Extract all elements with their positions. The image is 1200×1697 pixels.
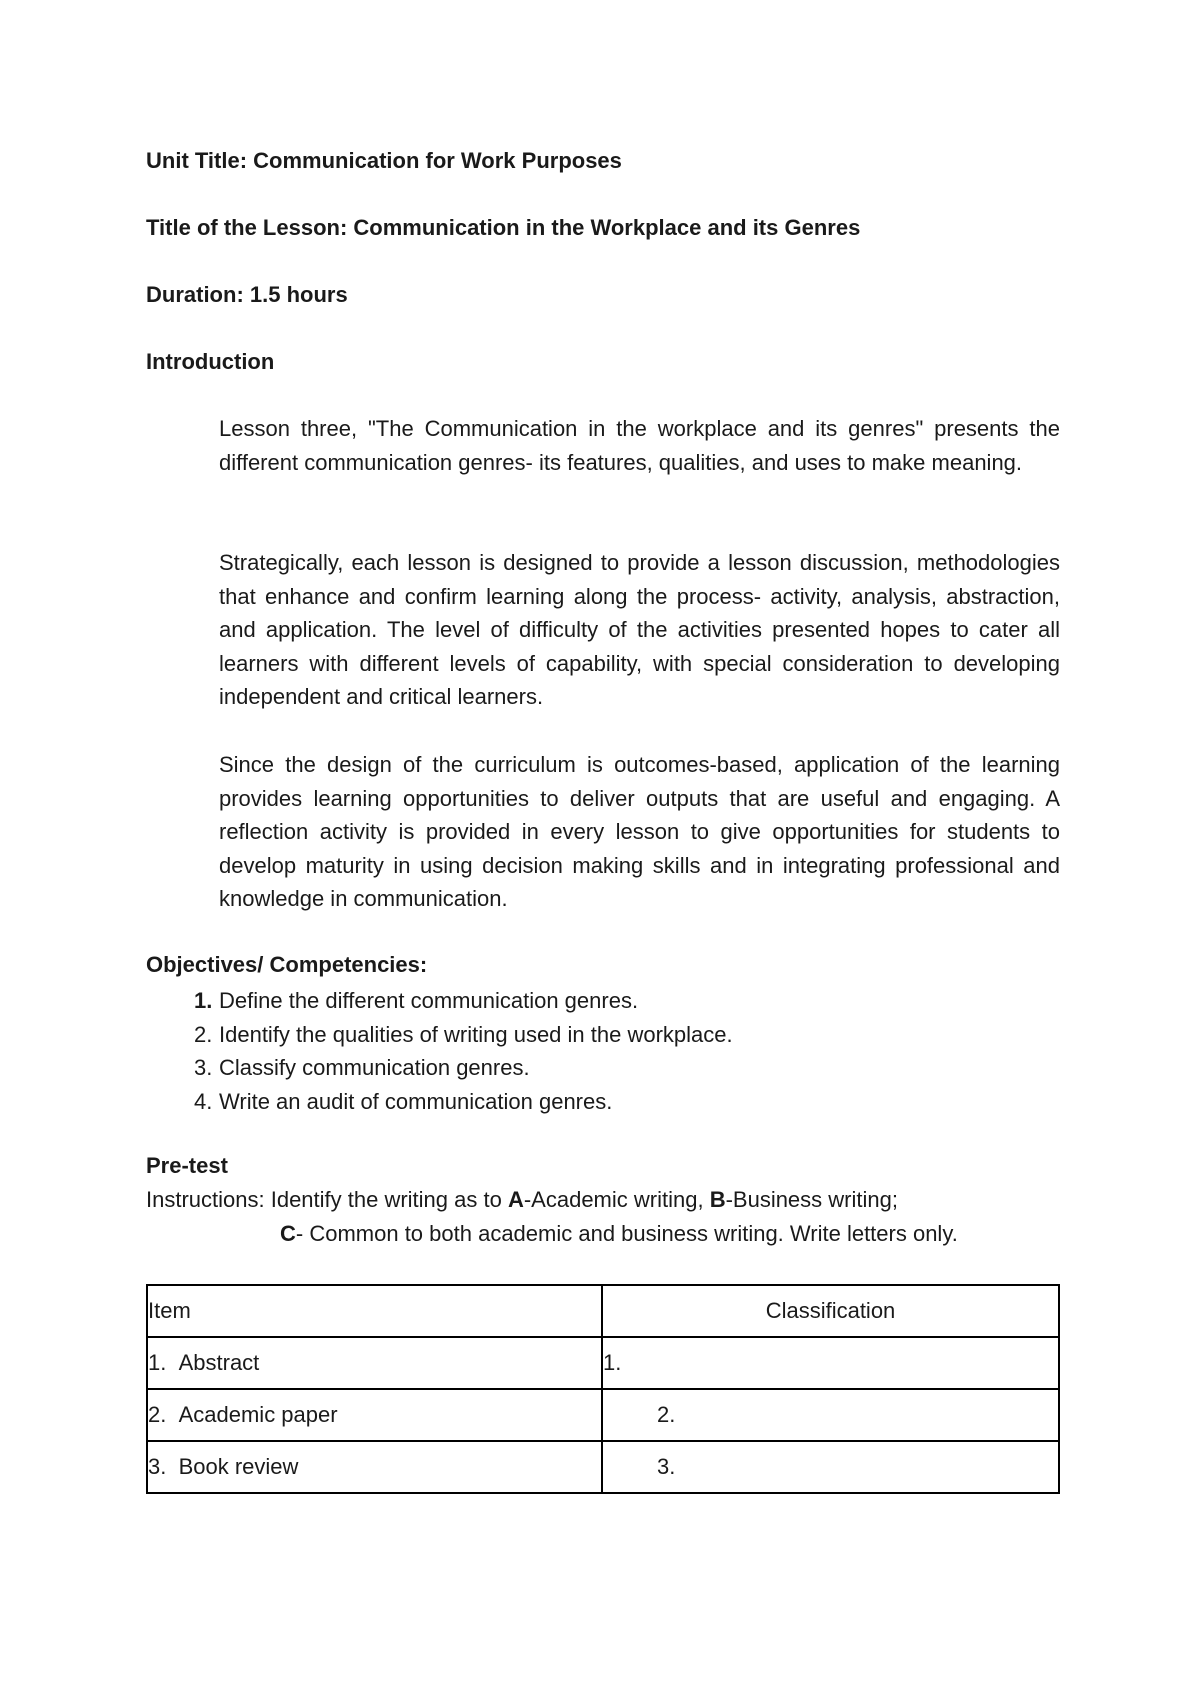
objective-item [146,1051,733,1085]
table-row [147,1441,1059,1493]
label-c: - Common to both academic and business writing. Write letters only. [295,1221,958,1246]
objective-text: Define the different communication genres. [219,988,639,1013]
pretest-heading: Pre-test [146,1153,228,1178]
item-label: Abstract [178,1350,260,1375]
label-a: -Academic writing, [523,1187,710,1212]
classification-cell[interactable]: 2. [602,1389,1059,1441]
item-number: 2. [148,1402,167,1427]
duration-value: 1.5 hours [249,282,348,307]
objectives-heading: Objectives/ Competencies: [146,952,428,977]
duration [146,280,348,310]
table-header-row [147,1285,1059,1337]
item-cell [147,1441,602,1493]
item-cell [147,1337,602,1389]
pretest-instructions-cont [280,1219,958,1249]
classification-cell[interactable]: 1. [602,1337,1059,1389]
table-row [147,1389,1059,1441]
objective-item [146,1018,733,1052]
item-label: Book review [178,1454,299,1479]
pretest-instructions [146,1185,898,1215]
label-b: -Business writing; [725,1187,898,1212]
intro-paragraph-3: Since the design of the curriculum is outcomes-based, application of the learning provides learning opportunities to deliver outputs that are useful and engaging. A reflection activity is provided in every lesson to give opportunities for students to develop maturity in using decision making skills and in integrating professional and knowledge in communication. [219,752,1060,911]
classification-cell[interactable]: 3. [602,1441,1059,1493]
lesson-title-value: Communication in the Workplace and its Genres [353,215,861,240]
objective-item [146,1085,733,1119]
code-b: B [709,1187,726,1212]
unit-title-value: Communication for Work Purposes [253,148,622,173]
table-row [147,1337,1059,1389]
pretest-table [146,1284,1060,1494]
unit-title [146,146,622,176]
objective-number: 1. [194,988,213,1013]
header-classification: Classification [602,1285,1059,1337]
instructions-prefix: Instructions: Identify the writing as to [146,1187,508,1212]
item-label: Academic paper [178,1402,338,1427]
code-c: C [280,1221,296,1246]
code-a: A [507,1187,524,1212]
header-item: Item [147,1285,602,1337]
lesson-title [146,213,860,243]
item-number: 3. [148,1454,167,1479]
objective-text: Write an audit of communication genres. [219,1088,613,1114]
item-number: 1. [148,1350,167,1375]
objective-number: 4. [194,1088,213,1114]
intro-paragraph-1: Lesson three, "The Communication in the workplace and its genres" presents the different communication genres- its features, qualities, and uses to make meaning. [219,416,1060,475]
objective-number: 3. [194,1055,213,1080]
objective-text: Identify the qualities of writing used in the workplace. [219,1021,733,1047]
introduction-heading: Introduction [146,349,275,374]
intro-paragraph-2: Strategically, each lesson is designed to provide a lesson discussion, methodologies that enhance and confirm learning along the process- activity, analysis, abstraction, and application. The level of difficulty of the activities presented hopes to cater all learners with different levels of capability, with special consideration to developing independent and critical learners. [219,550,1060,709]
objectives-list [146,984,733,1118]
objective-item [146,984,733,1018]
duration-label: Duration: [146,282,250,307]
item-cell [147,1389,602,1441]
objective-number: 2. [194,1021,213,1047]
objective-text: Classify communication genres. [219,1055,530,1080]
unit-title-label: Unit Title: [146,148,254,173]
lesson-title-label: Title of the Lesson: [146,215,354,240]
